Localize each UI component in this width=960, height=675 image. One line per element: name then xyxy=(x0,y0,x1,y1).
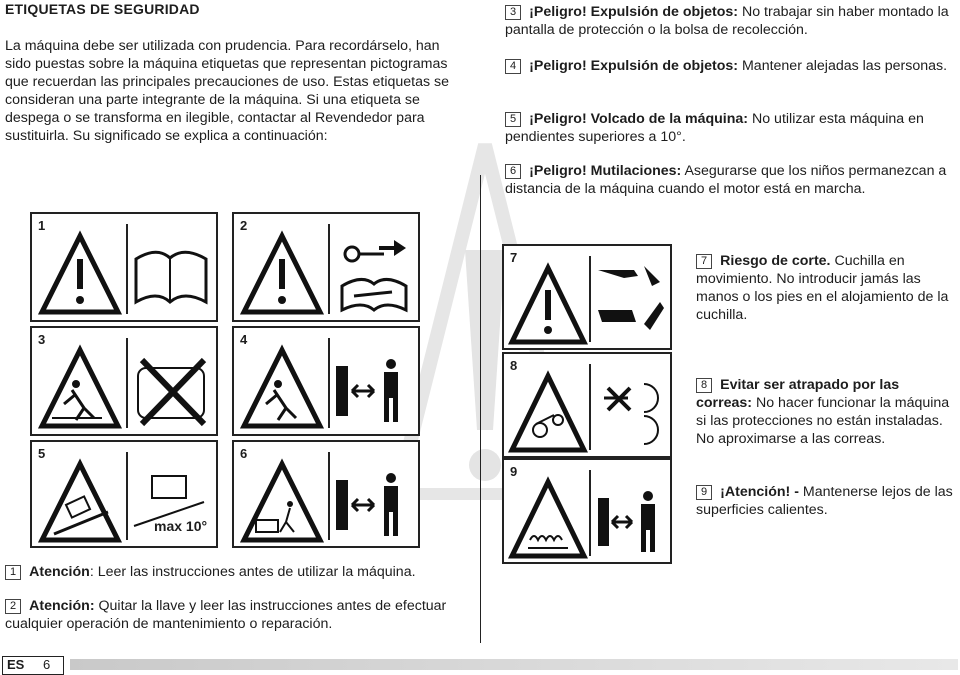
note-3: 3 ¡Peligro! Expulsión de objetos: No trabajar sin haber montado la pantalla de protección o la bolsa de recolección. xyxy=(505,4,949,38)
warning-triangle-icon xyxy=(512,268,584,342)
footer-rule xyxy=(70,659,958,670)
sticker-2: 2 xyxy=(232,212,420,322)
keep-distance-person-icon xyxy=(598,491,655,552)
slope-limit-label: max 10° xyxy=(154,518,208,534)
manual-book-icon xyxy=(136,252,206,302)
keep-distance-person-icon xyxy=(336,359,398,422)
tipping-triangle-icon xyxy=(42,464,118,540)
child-hazard-triangle-icon xyxy=(244,464,320,540)
intro-paragraph: La máquina debe ser utilizada con prudencia. Para recordárselo, han sido puestas sobre la máquina etiquetas que representan pictogramas que recuerdan las principales precauciones de uso. Estas etiquetas se consideran una parte integrante de la máquina. Si una etiqueta se despega o se transforma en ilegible, contactar al Revendedor para sustituirla. Su significado se explica a continuación: xyxy=(5,38,450,144)
note-1: 1 Atención: Leer las instrucciones antes de utilizar la máquina. xyxy=(5,563,465,581)
page-title: ETIQUETAS DE SEGURIDAD xyxy=(5,1,200,17)
note-7: 7 Riesgo de corte. Cuchilla en movimiento. No introducir jamás las manos o los pies en el alojamiento de la cuchilla. xyxy=(696,253,949,323)
belt-entanglement-triangle-icon xyxy=(512,376,584,450)
service-book-icon xyxy=(342,279,406,310)
note-9: 9 ¡Atención! - Mantenerse lejos de las superficies calientes. xyxy=(696,484,953,518)
no-bag-removed-icon xyxy=(138,360,204,424)
sticker-1: 1 xyxy=(30,212,218,322)
sticker-3: 3 xyxy=(30,326,218,436)
sticker-5: 5 max 10° xyxy=(30,440,218,548)
sticker-6: 6 xyxy=(232,440,420,548)
sticker-8: 8 xyxy=(502,352,672,458)
keep-distance-person-icon xyxy=(336,473,398,536)
no-hand-rotation-icon xyxy=(604,384,658,444)
thrown-objects-triangle-icon xyxy=(42,350,118,426)
footer-language: ES xyxy=(7,657,25,672)
column-divider xyxy=(480,175,481,643)
note-8: 8 Evitar ser atrapado por las correas: No hacer funcionar la máquina si las protecciones no están instaladas. No aproximarse a las correas. xyxy=(696,377,950,447)
sticker-9: 9 xyxy=(502,458,672,564)
footer-page-number: 6 xyxy=(43,657,51,672)
warning-triangle-icon xyxy=(42,236,118,312)
note-2: 2 Atención: Quitar la llave y leer las instrucciones antes de efectuar cualquier operación de mantenimiento o reparación. xyxy=(5,598,447,632)
thrown-objects-triangle-icon xyxy=(244,350,320,426)
key-remove-icon xyxy=(345,240,406,261)
hot-surface-triangle-icon xyxy=(512,482,584,556)
sticker-7: 7 xyxy=(502,244,672,350)
note-6: 6 ¡Peligro! Mutilaciones: Asegurarse que los niños permanezcan a distancia de la máquina cuando el motor está en marcha. xyxy=(505,163,947,197)
note-4: 4 ¡Peligro! Expulsión de objetos: Mantener alejadas las personas. xyxy=(505,57,955,75)
footer-page-box xyxy=(2,656,64,675)
warning-triangle-icon xyxy=(244,236,320,312)
blade-hand-foot-icon xyxy=(598,266,664,330)
sticker-4: 4 xyxy=(232,326,420,436)
note-5: 5 ¡Peligro! Volcado de la máquina: No utilizar esta máquina en pendientes superiores a 10°. xyxy=(505,111,924,145)
